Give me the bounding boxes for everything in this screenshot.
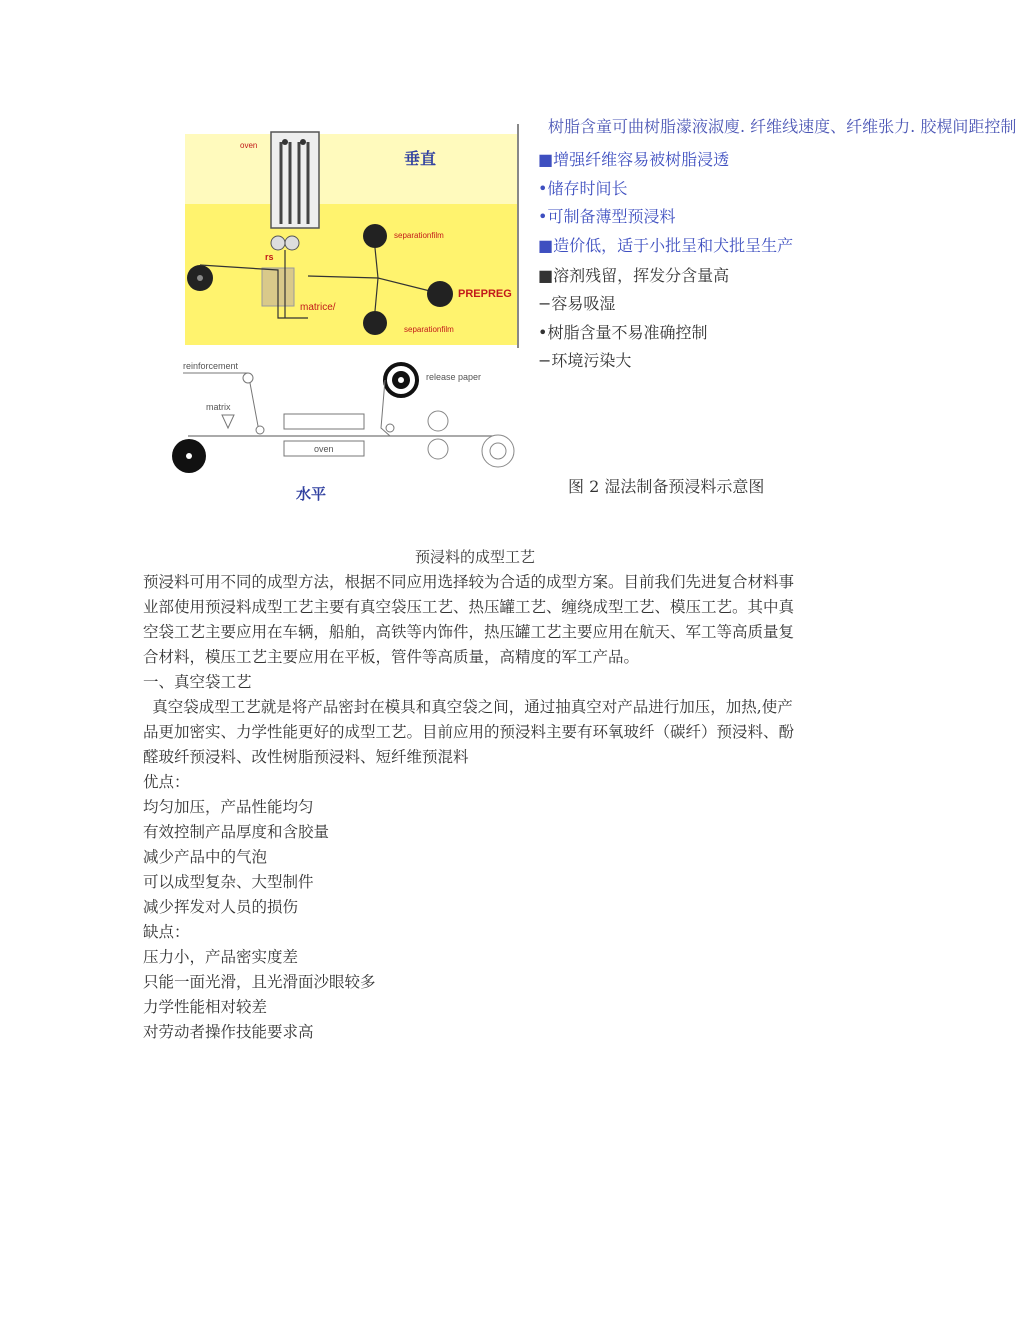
advantage-item: 减少产品中的气泡 [143, 848, 268, 866]
disadvantage-item: 只能一面光滑，且光滑面沙眼较多 [143, 973, 376, 991]
prepreg-roll [427, 281, 453, 307]
disadvantages-label: 缺点： [143, 923, 190, 941]
release-paper-label: release paper [426, 372, 482, 382]
prepreg-label: PREPREG [458, 288, 512, 300]
feature-item: ■造价低，适于小批呈和犬批呈生产 [538, 235, 794, 255]
oven-bottom-label: oven [314, 444, 334, 454]
feature-list [538, 116, 1016, 376]
advantage-item: 均匀加压，产品性能均匀 [143, 798, 314, 816]
subsection-paragraph: 真空袋成型工艺就是将产品密封在模具和真空袋之间，通过抽真空对产品进行加压，加热,使产品更加密实、力学性能更好的成型工艺。目前应用的预浸料主要有环氧玻纤（碳纤）预浸料、酚醛玻纤预浸料、改性树脂预浸料、短纤维预混料 [143, 698, 795, 766]
advantage-item: 减少挥发对人员的损伤 [143, 898, 299, 916]
section-title: 预浸料的成型工艺 [414, 548, 535, 566]
vertical-oven [271, 132, 319, 228]
feature-item: •树脂含量不易准确控制 [538, 322, 708, 342]
separation-top-label: separationfilm [394, 231, 444, 240]
body-text [143, 570, 808, 1045]
advantage-item: 可以成型复杂、大型制件 [143, 873, 314, 891]
feature-item: •可制备薄型预浸料 [538, 207, 676, 226]
panel-top-fade [185, 134, 518, 204]
separation-bottom-label: separationfilm [404, 325, 454, 334]
intro-paragraph: 预浸料可用不同的成型方法，根据不同应用选择较为合适的成型方案。目前我们先进复合材料事业部使用预浸料成型工艺主要有真空袋压工艺、热压罐工艺、缠绕成型工艺、模压工艺。其中真空袋工艺主要应用在车辆，船舶，高铁等内饰件，热压罐工艺主要应用在航天、军工等高质量复合材料，模压工艺主要应用在平板，管件等高质量，高精度的军工产品。 [143, 573, 795, 666]
matrix-label: matrix [206, 402, 231, 412]
feature-item: −容易吸湿 [538, 294, 616, 313]
disadvantage-item: 对劳动者操作技能要求高 [143, 1023, 314, 1041]
advantage-item: 有效控制产品厚度和含胶量 [143, 823, 330, 841]
feature-item: −环境污染大 [538, 351, 632, 370]
feature-item: •储存时间长 [538, 178, 628, 198]
oven-top-label: oven [240, 141, 258, 150]
separation-film-roll-top [363, 224, 387, 248]
horizontal-label: 水平 [296, 486, 327, 503]
matrice-label: matrice/ [300, 302, 336, 313]
squeeze-roller [271, 236, 285, 250]
figure-caption: 图 2 湿法制备预浸料示意图 [568, 477, 765, 496]
disadvantage-item: 力学性能相对较差 [143, 998, 268, 1016]
calender-roller-top [428, 411, 448, 431]
advantages-label: 优点： [143, 773, 190, 791]
feature-list-header: 树脂含童可曲树脂濛液淑廋. 纤维线速度、纤维张力. 胶榥间距控制 [548, 117, 1016, 136]
separation-film-roll-bottom [363, 311, 387, 335]
prepreg-process-diagram [168, 118, 524, 508]
feature-item: ■溶剂残留，挥发分含量高 [538, 265, 730, 285]
horizontal-oven-top [284, 414, 364, 429]
subsection-title: 一、真空袋工艺 [143, 673, 252, 691]
reinforcement-label: reinforcement [183, 361, 239, 371]
disadvantage-item: 压力小，产品密实度差 [143, 948, 299, 966]
matrix-hopper [222, 415, 234, 428]
vertical-label: 垂直 [404, 151, 437, 168]
rollers-label: rs [265, 252, 274, 262]
squeeze-roller [285, 236, 299, 250]
calender-roller-bottom [428, 439, 448, 459]
feature-item: ■增强纤维容易被树脂浸透 [538, 150, 730, 169]
